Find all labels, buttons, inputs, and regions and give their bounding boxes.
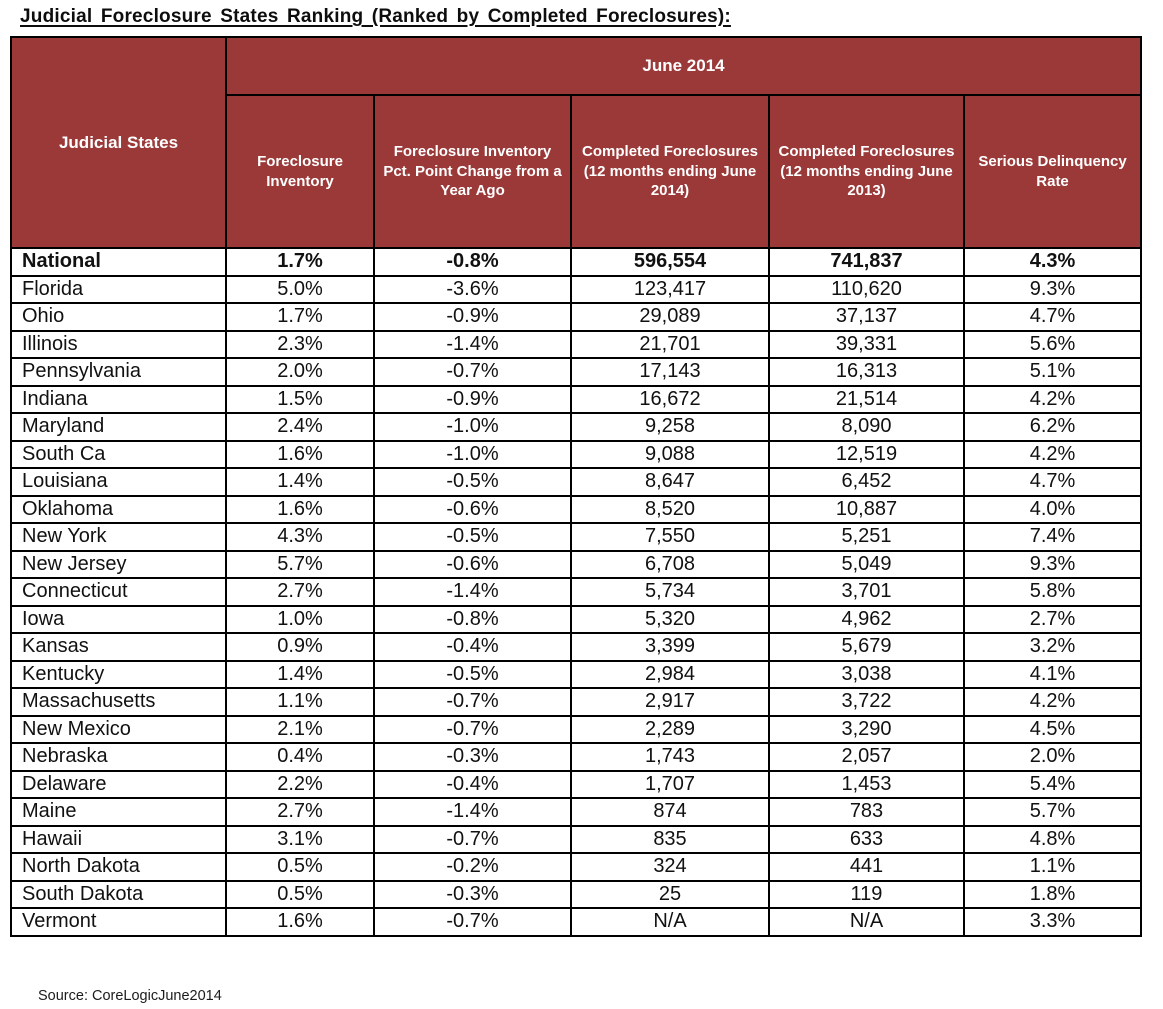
value-cell: 1.6% <box>226 908 374 936</box>
state-cell: Florida <box>11 276 226 304</box>
value-cell: 10,887 <box>769 496 964 524</box>
state-cell: Pennsylvania <box>11 358 226 386</box>
group-header-row <box>11 37 1141 95</box>
value-cell: 2.0% <box>964 743 1141 771</box>
value-cell: 6.2% <box>964 413 1141 441</box>
value-cell: 4.3% <box>964 248 1141 276</box>
column-header-judicial-states: Judicial States <box>11 37 226 248</box>
value-cell: -0.6% <box>374 551 571 579</box>
state-cell: Illinois <box>11 331 226 359</box>
value-cell: 123,417 <box>571 276 769 304</box>
value-cell: 9,258 <box>571 413 769 441</box>
value-cell: 2.7% <box>226 798 374 826</box>
value-cell: 3,038 <box>769 661 964 689</box>
value-cell: -0.5% <box>374 661 571 689</box>
value-cell: 4.7% <box>964 303 1141 331</box>
table-row <box>11 716 1141 744</box>
value-cell: -0.7% <box>374 688 571 716</box>
value-cell: 9.3% <box>964 276 1141 304</box>
value-cell: 12,519 <box>769 441 964 469</box>
table-row <box>11 606 1141 634</box>
value-cell: 1.4% <box>226 661 374 689</box>
value-cell: -0.8% <box>374 248 571 276</box>
group-header-june-2014: June 2014 <box>226 37 1141 95</box>
value-cell: 1.6% <box>226 441 374 469</box>
value-cell: 5,734 <box>571 578 769 606</box>
value-cell: 2,289 <box>571 716 769 744</box>
value-cell: 1,453 <box>769 771 964 799</box>
source-note: Source: CoreLogicJune2014 <box>38 988 222 1004</box>
value-cell: 2.7% <box>226 578 374 606</box>
value-cell: 4.2% <box>964 386 1141 414</box>
value-cell: 16,313 <box>769 358 964 386</box>
value-cell: 5.8% <box>964 578 1141 606</box>
table-header <box>11 37 1141 248</box>
value-cell: -0.5% <box>374 523 571 551</box>
value-cell: -1.4% <box>374 798 571 826</box>
column-header-completed-foreclosures-2013: Completed Foreclosures (12 months ending June 2013) <box>769 95 964 248</box>
table-row <box>11 276 1141 304</box>
state-cell: Connecticut <box>11 578 226 606</box>
state-cell: New Jersey <box>11 551 226 579</box>
value-cell: 7.4% <box>964 523 1141 551</box>
value-cell: 4.8% <box>964 826 1141 854</box>
value-cell: 4,962 <box>769 606 964 634</box>
state-cell: Iowa <box>11 606 226 634</box>
state-cell: National <box>11 248 226 276</box>
table-row <box>11 633 1141 661</box>
table-row <box>11 771 1141 799</box>
value-cell: -0.7% <box>374 826 571 854</box>
value-cell: -0.6% <box>374 496 571 524</box>
table-row <box>11 468 1141 496</box>
state-cell: New York <box>11 523 226 551</box>
value-cell: 17,143 <box>571 358 769 386</box>
value-cell: 324 <box>571 853 769 881</box>
value-cell: 1,743 <box>571 743 769 771</box>
value-cell: -3.6% <box>374 276 571 304</box>
value-cell: N/A <box>571 908 769 936</box>
table-row <box>11 826 1141 854</box>
value-cell: 1.4% <box>226 468 374 496</box>
state-cell: Louisiana <box>11 468 226 496</box>
value-cell: 3,290 <box>769 716 964 744</box>
value-cell: 9.3% <box>964 551 1141 579</box>
column-header-foreclosure-inventory: Foreclosure Inventory <box>226 95 374 248</box>
value-cell: 21,514 <box>769 386 964 414</box>
table-row <box>11 358 1141 386</box>
value-cell: 2,917 <box>571 688 769 716</box>
foreclosure-ranking-table <box>10 36 1142 937</box>
table-row <box>11 908 1141 936</box>
value-cell: 37,137 <box>769 303 964 331</box>
table-row <box>11 661 1141 689</box>
value-cell: 783 <box>769 798 964 826</box>
table-row <box>11 441 1141 469</box>
value-cell: 741,837 <box>769 248 964 276</box>
value-cell: -0.7% <box>374 716 571 744</box>
value-cell: 1.0% <box>226 606 374 634</box>
value-cell: 4.0% <box>964 496 1141 524</box>
value-cell: -0.4% <box>374 771 571 799</box>
value-cell: 3,722 <box>769 688 964 716</box>
value-cell: 596,554 <box>571 248 769 276</box>
value-cell: 5,049 <box>769 551 964 579</box>
value-cell: 1.6% <box>226 496 374 524</box>
value-cell: 5.7% <box>226 551 374 579</box>
value-cell: 1.7% <box>226 303 374 331</box>
table-row <box>11 743 1141 771</box>
value-cell: 6,708 <box>571 551 769 579</box>
value-cell: 633 <box>769 826 964 854</box>
value-cell: 2.2% <box>226 771 374 799</box>
state-cell: Kansas <box>11 633 226 661</box>
state-cell: Hawaii <box>11 826 226 854</box>
state-cell: Oklahoma <box>11 496 226 524</box>
table-row <box>11 798 1141 826</box>
state-cell: Maine <box>11 798 226 826</box>
table-row <box>11 248 1141 276</box>
value-cell: 4.2% <box>964 441 1141 469</box>
value-cell: 2,057 <box>769 743 964 771</box>
value-cell: 441 <box>769 853 964 881</box>
value-cell: -0.2% <box>374 853 571 881</box>
value-cell: 6,452 <box>769 468 964 496</box>
value-cell: -0.9% <box>374 303 571 331</box>
value-cell: -0.5% <box>374 468 571 496</box>
column-header-serious-delinquency-rate: Serious Delinquency Rate <box>964 95 1141 248</box>
value-cell: 1,707 <box>571 771 769 799</box>
value-cell: 5.7% <box>964 798 1141 826</box>
value-cell: 2.3% <box>226 331 374 359</box>
table-row <box>11 413 1141 441</box>
value-cell: 5.0% <box>226 276 374 304</box>
value-cell: 29,089 <box>571 303 769 331</box>
table-row <box>11 853 1141 881</box>
page-title: Judicial Foreclosure States Ranking (Ranked by Completed Foreclosures): <box>20 6 731 27</box>
value-cell: -1.4% <box>374 331 571 359</box>
column-header-completed-foreclosures-2014: Completed Foreclosures (12 months ending June 2014) <box>571 95 769 248</box>
table-row <box>11 386 1141 414</box>
value-cell: -0.8% <box>374 606 571 634</box>
table-row <box>11 881 1141 909</box>
value-cell: 2.4% <box>226 413 374 441</box>
value-cell: 3.1% <box>226 826 374 854</box>
table-row <box>11 303 1141 331</box>
value-cell: -0.7% <box>374 358 571 386</box>
state-cell: Nebraska <box>11 743 226 771</box>
value-cell: 835 <box>571 826 769 854</box>
value-cell: 2.1% <box>226 716 374 744</box>
value-cell: 16,672 <box>571 386 769 414</box>
value-cell: N/A <box>769 908 964 936</box>
value-cell: 3,399 <box>571 633 769 661</box>
table-row <box>11 688 1141 716</box>
value-cell: 4.3% <box>226 523 374 551</box>
state-cell: Kentucky <box>11 661 226 689</box>
value-cell: 5.4% <box>964 771 1141 799</box>
value-cell: 5.1% <box>964 358 1141 386</box>
table-row <box>11 578 1141 606</box>
value-cell: 1.1% <box>226 688 374 716</box>
table-row <box>11 496 1141 524</box>
value-cell: -0.3% <box>374 881 571 909</box>
state-cell: South Ca <box>11 441 226 469</box>
state-cell: New Mexico <box>11 716 226 744</box>
table-row <box>11 331 1141 359</box>
value-cell: 2.0% <box>226 358 374 386</box>
value-cell: 2.7% <box>964 606 1141 634</box>
value-cell: 5,320 <box>571 606 769 634</box>
value-cell: 1.5% <box>226 386 374 414</box>
value-cell: 1.7% <box>226 248 374 276</box>
table-row <box>11 523 1141 551</box>
value-cell: -0.4% <box>374 633 571 661</box>
value-cell: 8,520 <box>571 496 769 524</box>
value-cell: 3.3% <box>964 908 1141 936</box>
column-header-inventory-pct-point-change: Foreclosure Inventory Pct. Point Change from a Year Ago <box>374 95 571 248</box>
state-cell: Indiana <box>11 386 226 414</box>
state-cell: Massachusetts <box>11 688 226 716</box>
state-cell: Vermont <box>11 908 226 936</box>
state-cell: South Dakota <box>11 881 226 909</box>
value-cell: 119 <box>769 881 964 909</box>
value-cell: 4.2% <box>964 688 1141 716</box>
value-cell: 874 <box>571 798 769 826</box>
value-cell: 7,550 <box>571 523 769 551</box>
value-cell: 1.8% <box>964 881 1141 909</box>
value-cell: 5,251 <box>769 523 964 551</box>
value-cell: -0.7% <box>374 908 571 936</box>
value-cell: 2,984 <box>571 661 769 689</box>
value-cell: 8,647 <box>571 468 769 496</box>
state-cell: Maryland <box>11 413 226 441</box>
value-cell: 4.7% <box>964 468 1141 496</box>
value-cell: -0.3% <box>374 743 571 771</box>
value-cell: 1.1% <box>964 853 1141 881</box>
table-body <box>11 248 1141 936</box>
value-cell: 9,088 <box>571 441 769 469</box>
value-cell: -1.0% <box>374 413 571 441</box>
value-cell: -1.0% <box>374 441 571 469</box>
value-cell: 39,331 <box>769 331 964 359</box>
value-cell: 0.5% <box>226 853 374 881</box>
state-cell: Ohio <box>11 303 226 331</box>
state-cell: Delaware <box>11 771 226 799</box>
state-cell: North Dakota <box>11 853 226 881</box>
value-cell: 110,620 <box>769 276 964 304</box>
value-cell: 0.4% <box>226 743 374 771</box>
value-cell: 25 <box>571 881 769 909</box>
value-cell: -0.9% <box>374 386 571 414</box>
value-cell: 5.6% <box>964 331 1141 359</box>
value-cell: 3,701 <box>769 578 964 606</box>
value-cell: 4.1% <box>964 661 1141 689</box>
value-cell: -1.4% <box>374 578 571 606</box>
table-row <box>11 551 1141 579</box>
value-cell: 8,090 <box>769 413 964 441</box>
value-cell: 0.9% <box>226 633 374 661</box>
value-cell: 5,679 <box>769 633 964 661</box>
value-cell: 21,701 <box>571 331 769 359</box>
value-cell: 0.5% <box>226 881 374 909</box>
value-cell: 3.2% <box>964 633 1141 661</box>
value-cell: 4.5% <box>964 716 1141 744</box>
